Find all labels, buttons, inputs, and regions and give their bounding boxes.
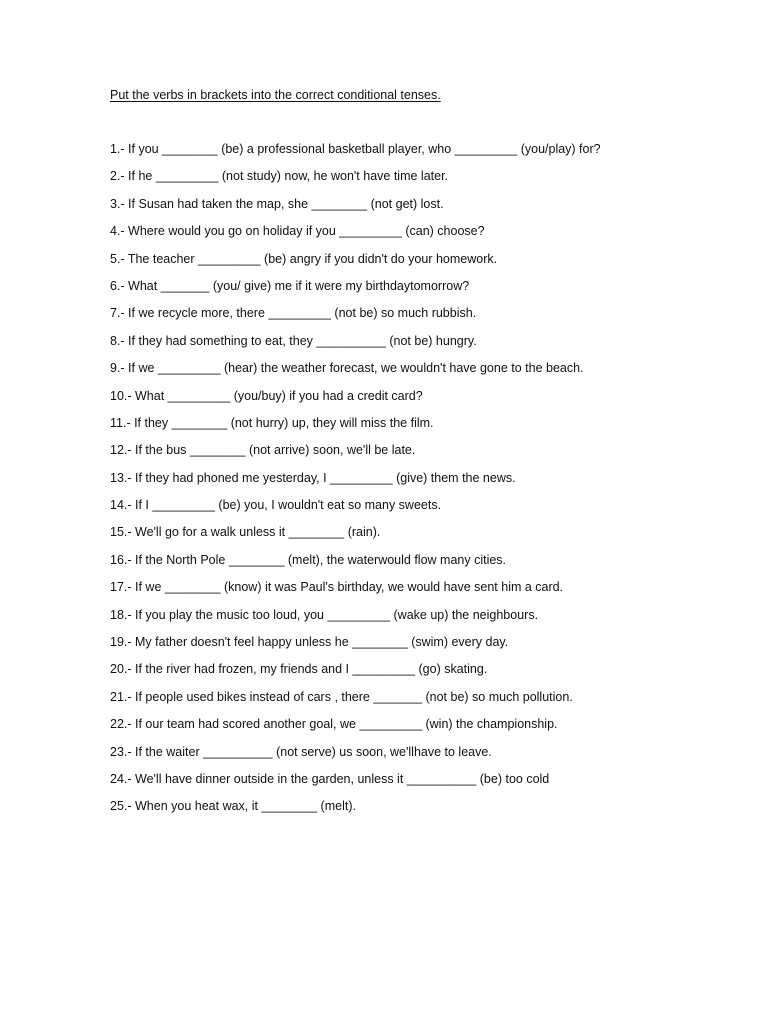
exercise-item-13: 13.- If they had phoned me yesterday, I _________ (give) them the news. xyxy=(110,470,516,485)
exercise-item-14: 14.- If I _________ (be) you, I wouldn't eat so many sweets. xyxy=(110,498,442,513)
exercise-item-25: 25.- When you heat wax, it ________ (melt). xyxy=(110,799,356,814)
exercise-item-19: 19.- My father doesn't feel happy unless he ________ (swim) every day. xyxy=(110,635,509,650)
worksheet-instruction: Put the verbs in brackets into the correct conditional tenses. xyxy=(110,88,441,102)
exercise-item-9: 9.- If we _________ (hear) the weather forecast, we wouldn't have gone to the beach. xyxy=(110,361,584,376)
exercise-item-3: 3.- If Susan had taken the map, she ________ (not get) lost. xyxy=(110,196,444,211)
exercise-item-11: 11.- If they ________ (not hurry) up, they will miss the film. xyxy=(110,415,434,430)
exercise-item-17: 17.- If we ________ (know) it was Paul's birthday, we would have sent him a card. xyxy=(110,580,564,595)
exercise-item-12: 12.- If the bus ________ (not arrive) soon, we'll be late. xyxy=(110,443,416,458)
exercise-item-22: 22.- If our team had scored another goal, we _________ (win) the championship. xyxy=(110,717,558,732)
exercise-item-15: 15.- We'll go for a walk unless it ________ (rain). xyxy=(110,525,381,540)
exercise-list xyxy=(110,141,601,826)
exercise-item-8: 8.- If they had something to eat, they __________ (not be) hungry. xyxy=(110,333,477,348)
exercise-item-24: 24.- We'll have dinner outside in the garden, unless it __________ (be) too cold xyxy=(110,771,550,786)
exercise-item-21: 21.- If people used bikes instead of cars , there _______ (not be) so much pollution. xyxy=(110,689,573,704)
exercise-item-1: 1.- If you ________ (be) a professional basketball player, who _________ (you/play) for? xyxy=(110,142,601,156)
exercise-item-23: 23.- If the waiter __________ (not serve) us soon, we'llhave to leave. xyxy=(110,744,492,759)
exercise-item-4: 4.- Where would you go on holiday if you _________ (can) choose? xyxy=(110,224,485,239)
exercise-item-7: 7.- If we recycle more, there _________ (not be) so much rubbish. xyxy=(110,306,477,321)
exercise-item-6: 6.- What _______ (you/ give) me if it were my birthdaytomorrow? xyxy=(110,278,470,293)
exercise-item-5: 5.- The teacher _________ (be) angry if you didn't do your homework. xyxy=(110,251,498,266)
exercise-item-2: 2.- If he _________ (not study) now, he won't have time later. xyxy=(110,169,449,184)
exercise-item-16: 16.- If the North Pole ________ (melt), the waterwould flow many cities. xyxy=(110,552,507,567)
exercise-item-10: 10.- What _________ (you/buy) if you had a credit card? xyxy=(110,388,423,403)
exercise-item-18: 18.- If you play the music too loud, you _________ (wake up) the neighbours. xyxy=(110,607,539,622)
exercise-item-20: 20.- If the river had frozen, my friends and I _________ (go) skating. xyxy=(110,662,488,677)
